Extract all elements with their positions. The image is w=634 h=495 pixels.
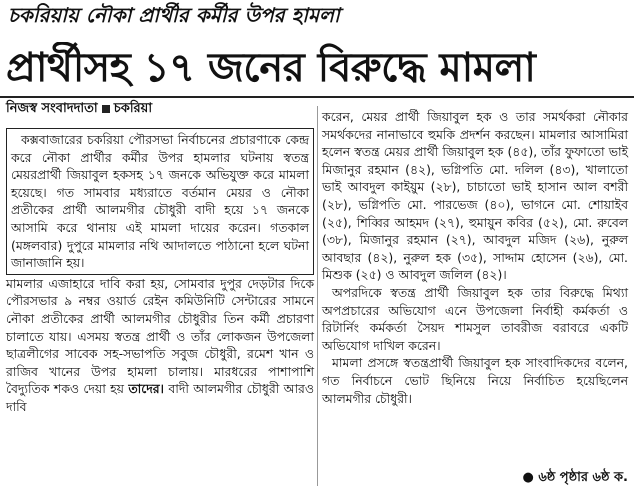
body-text: মামলার এজাহারে দাবি করা হয়, সোমবার দুপুর দেড়টার দিকে পৌরসভার ৯ নম্বর ওয়ার্ড রেইন কমিউনিটি সেন্টারের সামনে নৌকা প্রতীকের প্রার্থী আলমগীর চৌধুরীর তিন কর্মী প্রচারণা চালাতে যায়। এসময় স্বতন্ত্র প্রার্থী ও তাঁর লোকজন উপজেলা ছাত্রলীগের সাবেক সহ-সভাপতি সবুজ চৌধুরী, রমেশ খান ও রাজিব খানের উপর হামলা চালায়। মারধরের পাশাপাশি বৈদ্যুতিক শকও দেয়া হয় [6, 275, 314, 397]
lead-paragraph: কক্সবাজারের চকরিয়া পৌরসভা নির্বাচনের প্রচারণাকে কেন্দ্র করে নৌকা প্রার্থীর কর্মীর উপর হামলার ঘটনায় স্বতন্ত্র মেয়রপ্রার্থী জিয়াবুল হকসহ ১৭ জনকে অভিযুক্ত করে মামলা হয়েছে। গত সামবার মধ্যরাতে বর্তমান মেয়র ও নৌকা প্রতীকের প্রার্থী আলমগীর চৌধুরী বাদী হয়ে ১৭ জনকে আসামি করে থানায় এই মামলা দায়ের করেন। গতকাল (মঙ্গলবার) দুপুরে মামলার নথি আদালতে পাঠানো হলে ঘটনা জানাজানি হয়। [11, 132, 309, 271]
right-column [322, 108, 628, 407]
lead-box [6, 128, 314, 275]
main-headline: প্রার্থীসহ ১৭ জনের বিরুদ্ধে মামলা [6, 45, 536, 91]
trailing-text: বাদী আলমগীর চৌধুরী আরও দাবি [6, 381, 314, 414]
kicker-headline: চকরিয়ায় নৌকা প্রার্থীর কর্মীর উপর হামলা [8, 3, 340, 27]
right-paragraph-3: মামলা প্রসঙ্গে স্বতন্ত্রপ্রার্থী জিয়াবুল হক সাংবাদিকদের বলেন, গত নির্বাচনে ভোট ছিনিয়ে নিয়ে নির্বাচিত হয়েছিলেন আলমগীর চৌধুরী। [322, 355, 628, 406]
headline-divider [0, 96, 634, 98]
column-divider [317, 106, 318, 486]
right-paragraph-2: অপরদিকে স্বতন্ত্র প্রার্থী জিয়াবুল হক তার বিরুদ্ধে মিথ্যা অপপ্রচারের অভিযোগ এনে উপজেলা নির্বাহী কর্মকর্তা ও রিটার্নিং কর্মকর্তা সৈয়দ শামসুল তাবরীজ বরাবরে একটি অভিযোগ দাখিল করেন। [322, 284, 628, 353]
dateline [6, 100, 314, 118]
continued-notice: ● ৬ষ্ঠ পৃষ্ঠার ৬ষ্ঠ ক. [522, 470, 628, 485]
body-paragraph [6, 275, 314, 416]
location: চকরিয়া [113, 101, 153, 116]
left-column [6, 124, 314, 416]
right-paragraph-1: করেন, মেয়র প্রার্থী জিয়াবুল হক ও তার সমর্থকরা নৌকার সমর্থকদের নানাভাবে হুমকি প্রদর্শন করছেন। মামলার আসামিরা হলেন স্বতন্ত্র মেয়র প্রার্থী জিয়াবুল হক (৪৫), তাঁর ফুফাতো ভাই মিজানুর রহমান (৪২), ভগ্নিপতি মো. দলিল (৪৩), খালাতো ভাই আবদুল কাইয়ুম (২৮), চাচাতো ভাই হাসান আল বশরী (২৮), ভগ্নিপতি মো. পারভেজ (৪০), ভাগনে মো. শোয়াইব (২৫), শিব্বির আহমদ (২৭), হুমায়ুন কবির (৫২), মো. রুবেল (৩৮), মিজানুর রহমান (২৭), আবদুল মজিদ (২৬), নুরুল আবছার (৪২), নুরুল হক (৩৫), সাদ্দাম হোসেন (২৬), মো. মিশুক (২৫) ও আবদুল জলিল (৪২)। [322, 109, 628, 283]
square-separator-icon [102, 105, 110, 113]
byline: নিজস্ব সংবাদদাতা [6, 101, 98, 116]
bold-text: তাদের। [128, 381, 164, 397]
continued-text: ৬ষ্ঠ পৃষ্ঠার ৬ষ্ঠ ক. [538, 470, 628, 485]
